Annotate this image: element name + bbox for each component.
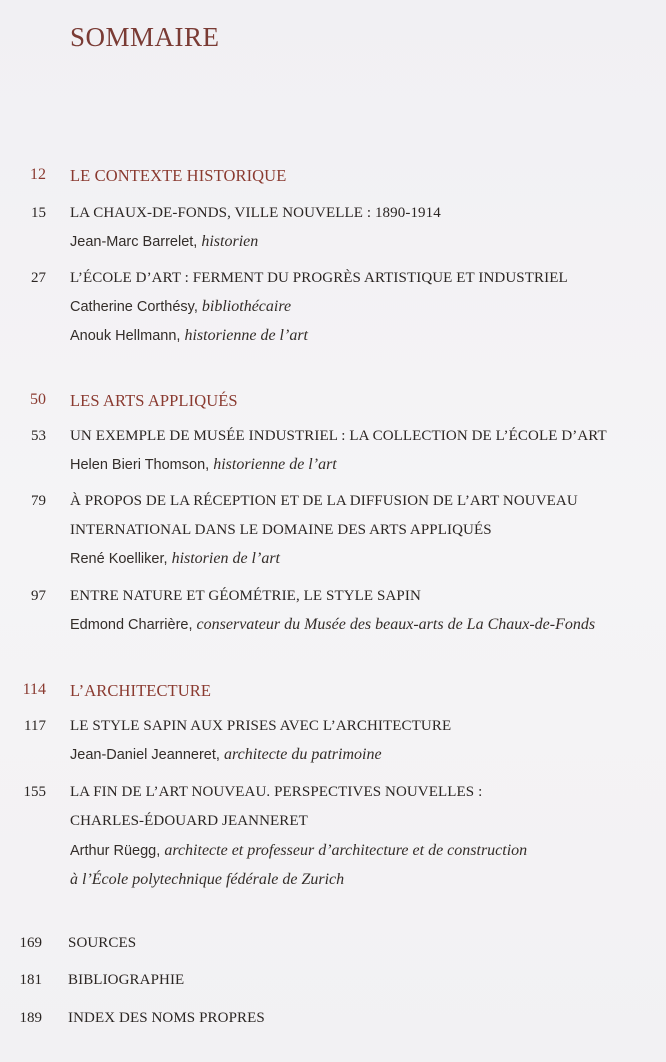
entry-page-number: 155 <box>23 784 46 800</box>
entry-author: Jean-Daniel Jeanneret, architecte du patrimoine <box>70 746 382 763</box>
appendix-title: BIBLIOGRAPHIE <box>68 972 185 988</box>
entry-title-continued: CHARLES-ÉDOUARD JEANNERET <box>70 813 308 829</box>
entry-title: À PROPOS DE LA RÉCEPTION ET DE LA DIFFUSION DE L’ART NOUVEAU <box>70 493 578 509</box>
section-heading: LES ARTS APPLIQUÉS <box>70 391 238 410</box>
appendix-title: SOURCES <box>68 935 137 951</box>
entry-page-number: 15 <box>31 205 46 221</box>
appendix-title: INDEX DES NOMS PROPRES <box>68 1010 265 1026</box>
entry-title: LA FIN DE L’ART NOUVEAU. PERSPECTIVES NOUVELLES : <box>70 784 483 800</box>
page-title: SOMMAIRE <box>70 22 220 52</box>
appendix-page-number: 189 <box>19 1010 42 1026</box>
entry-title-continued: INTERNATIONAL DANS LE DOMAINE DES ARTS APPLIQUÉS <box>70 522 492 538</box>
section-heading: LE CONTEXTE HISTORIQUE <box>70 166 287 185</box>
entry-title: L’ÉCOLE D’ART : FERMENT DU PROGRÈS ARTISTIQUE ET INDUSTRIEL <box>70 270 568 286</box>
entry-page-number: 53 <box>31 428 46 444</box>
entry-author: Jean-Marc Barrelet, historien <box>70 233 259 250</box>
entry-title: LE STYLE SAPIN AUX PRISES AVEC L’ARCHITECTURE <box>70 718 452 734</box>
entry-author: Anouk Hellmann, historienne de l’art <box>70 327 308 344</box>
entry-page-number: 97 <box>31 588 46 604</box>
entry-author: René Koelliker, historien de l’art <box>70 550 280 567</box>
section-heading: L’ARCHITECTURE <box>70 681 212 700</box>
entry-page-number: 79 <box>31 493 46 509</box>
entry-title: UN EXEMPLE DE MUSÉE INDUSTRIEL : LA COLLECTION DE L’ÉCOLE D’ART <box>70 428 607 444</box>
entry-title: ENTRE NATURE ET GÉOMÉTRIE, LE STYLE SAPIN <box>70 588 421 604</box>
appendix-page-number: 169 <box>19 935 42 951</box>
entry-author-role-continued: à l’École polytechnique fédérale de Zurich <box>70 871 345 888</box>
entry-author: Helen Bieri Thomson, historienne de l’art <box>70 456 337 473</box>
entry-author: Catherine Corthésy, bibliothécaire <box>70 298 292 315</box>
appendix-page-number: 181 <box>19 972 42 988</box>
entry-author: Arthur Rüegg, architecte et professeur d’architecture et de construction <box>70 842 528 859</box>
entry-page-number: 117 <box>24 718 46 734</box>
section-page-number: 50 <box>30 391 46 408</box>
entry-page-number: 27 <box>31 270 46 286</box>
entry-title: LA CHAUX-DE-FONDS, VILLE NOUVELLE : 1890-1914 <box>70 205 441 221</box>
section-page-number: 114 <box>22 681 46 698</box>
section-page-number: 12 <box>30 166 46 183</box>
entry-author: Edmond Charrière, conservateur du Musée des beaux-arts de La Chaux-de-Fonds <box>70 616 596 633</box>
